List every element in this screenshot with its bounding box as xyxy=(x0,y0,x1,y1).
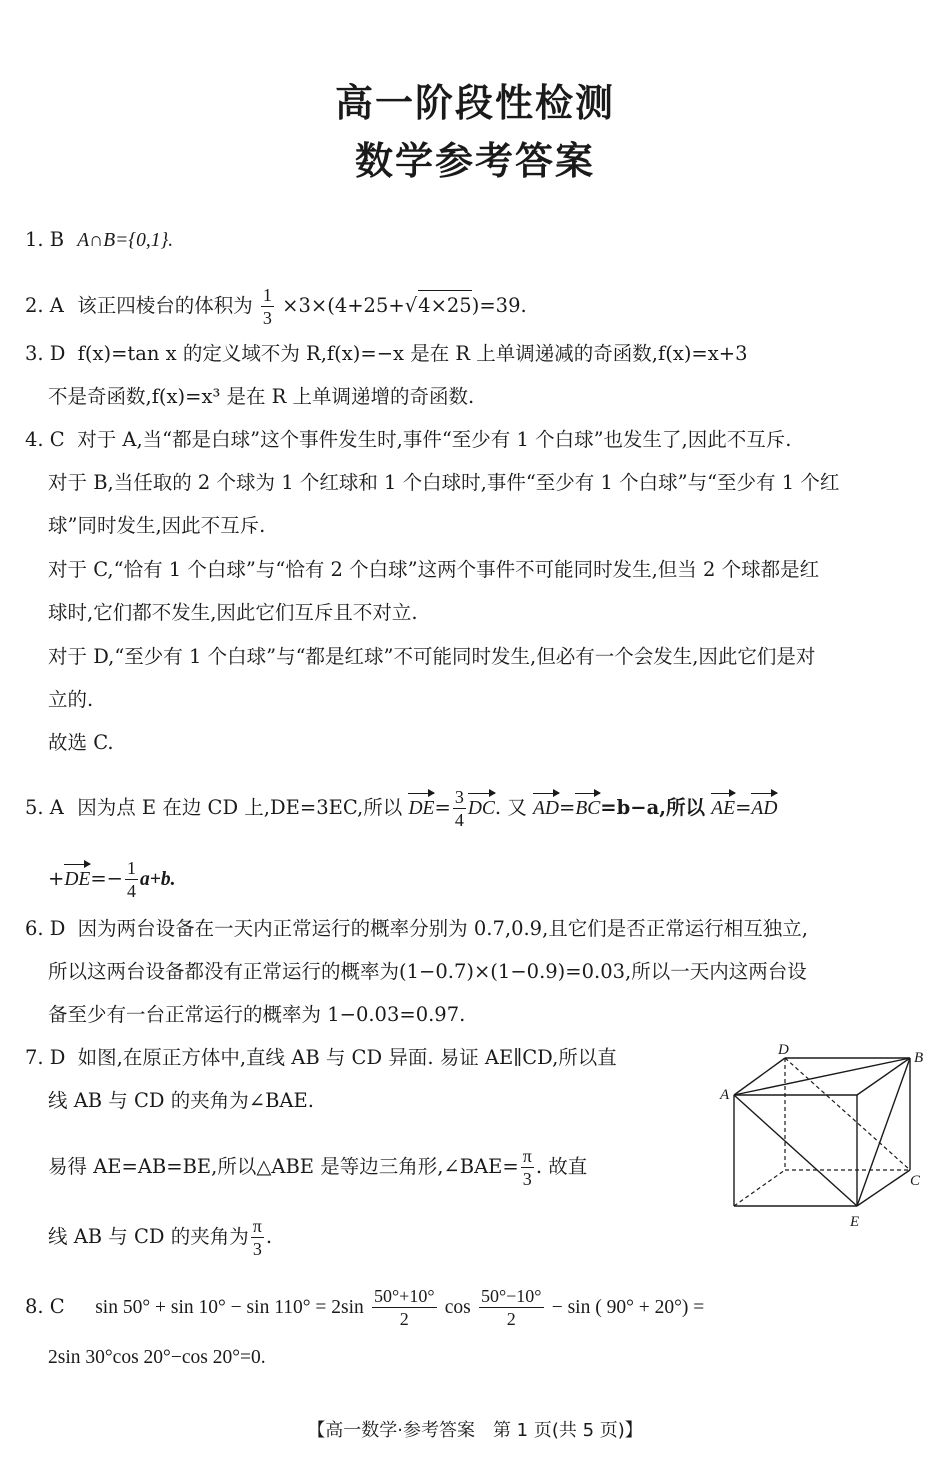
vector-dc: DC xyxy=(468,795,495,823)
answer-7-line-4: 线 AB 与 CD 的夹角为 $\frac{\pi}{3}$ . xyxy=(48,1216,273,1259)
answer-1-text: A∩B={0,1}. xyxy=(77,230,174,251)
figure-label-c: C xyxy=(910,1173,921,1189)
answer-2-mid: ×3×(4+25+ xyxy=(282,294,405,317)
vector-de-2: DE xyxy=(64,866,90,894)
answer-1-number: 1. B xyxy=(25,228,65,251)
answer-3-number: 3. D xyxy=(25,342,66,365)
answer-2: 2. A 该正四棱台的体积为 $\frac{1}{3}$ ×3×(4+25+√4×25)=39. xyxy=(25,285,527,328)
figure-label-e: E xyxy=(850,1214,860,1230)
vector-ae: AE xyxy=(711,795,735,823)
answer-5-line-2: +DE=− $\frac{1}{4}$ a+b. xyxy=(48,858,176,901)
page-title: 高一阶段性检测 xyxy=(334,81,615,125)
answer-4-line-4: 对于 C,“恰有 1 个白球”与“恰有 2 个白球”这两个事件不可能同时发生,但当 2 个球都是红 xyxy=(48,558,820,581)
answer-8-fraction-1: $\frac{50^\circ+10^\circ}{2}$ xyxy=(373,1286,435,1329)
answer-6-line-3: 备至少有一台正常运行的概率为 1−0.03=0.97. xyxy=(48,1003,466,1026)
answer-4-line-8: 故选 C. xyxy=(48,731,114,754)
cube-figure xyxy=(712,1040,932,1235)
answer-4-line-5: 球时,它们都不发生,因此它们互斥且不对立. xyxy=(48,601,418,624)
vector-ad-2: AD xyxy=(751,795,777,823)
vector-ad: AD xyxy=(533,795,559,823)
answer-5-number: 5. A xyxy=(25,796,64,819)
answer-5-line-1: 5. A 因为点 E 在边 CD 上,DE=3EC,所以 DE= $\frac{3}{4}$ DC. 又 AD=BC=b−a,所以 AE=AD xyxy=(25,787,778,830)
answer-8-number: 8. C xyxy=(25,1295,65,1318)
answer-2-number: 2. A xyxy=(25,294,64,317)
answer-1 xyxy=(25,226,173,255)
answer-8-fraction-2: $\frac{50^\circ-10^\circ}{2}$ xyxy=(480,1286,542,1329)
answer-4-line-3: 球”同时发生,因此不互斥. xyxy=(48,514,266,537)
answer-5-fraction-2: $\frac{1}{4}$ xyxy=(127,858,137,901)
answer-5-fraction: $\frac{3}{4}$ xyxy=(454,787,464,830)
figure-label-d: D xyxy=(778,1042,789,1058)
answer-7-line-2: 线 AB 与 CD 的夹角为∠BAE. xyxy=(48,1089,314,1112)
page-subtitle: 数学参考答案 xyxy=(354,139,595,183)
answer-4-line-1: 4. C 对于 A,当“都是白球”这个事件发生时,事件“至少有 1 个白球”也发生了,因此不互斥. xyxy=(25,426,791,454)
answer-7-fraction-2: $\frac{\pi}{3}$ xyxy=(252,1216,262,1259)
answer-7-fraction: $\frac{\pi}{3}$ xyxy=(522,1146,532,1189)
answer-3-line-1: 3. D f(x)=tan x 的定义域不为 R,f(x)=−x 是在 R 上单调递减的奇函数,f(x)=x+3 xyxy=(25,340,748,368)
vector-de: DE xyxy=(408,795,434,823)
answer-6-number: 6. D xyxy=(25,917,66,940)
answer-4-line-6: 对于 D,“至少有 1 个白球”与“都是红球”不可能同时发生,但必有一个会发生,因此它们是对 xyxy=(48,645,816,668)
answer-6-line-2: 所以这两台设备都没有正常运行的概率为(1−0.7)×(1−0.9)=0.03,所以一天内这两台设 xyxy=(48,960,807,983)
answer-3-line-2: 不是奇函数,f(x)=x³ 是在 R 上单调递增的奇函数. xyxy=(48,385,475,408)
answer-4-number: 4. C xyxy=(25,428,65,451)
answer-2-pre: 该正四棱台的体积为 xyxy=(77,294,253,317)
answer-2-post: )=39. xyxy=(471,294,527,317)
answer-4-line-7: 立的. xyxy=(48,688,94,711)
answer-7-line-3: 易得 AE=AB=BE,所以△ABE 是等边三角形,∠BAE= $\frac{\pi}{3}$ . 故直 xyxy=(48,1146,588,1189)
answer-7-line-1: 7. D 如图,在原正方体中,直线 AB 与 CD 异面. 易证 AE∥CD,所以直 xyxy=(25,1044,617,1072)
answer-2-fraction: $\frac{1}{3}$ xyxy=(262,285,272,328)
figure-label-b: B xyxy=(914,1050,924,1066)
page-footer: 【高一数学·参考答案 第 1 页(共 5 页)】 xyxy=(307,1420,643,1441)
answer-4-line-2: 对于 B,当任取的 2 个球为 1 个红球和 1 个白球时,事件“至少有 1 个白球”与“至少有 1 个红 xyxy=(48,471,840,494)
answer-8-line-1: 8. C sin 50° + sin 10° − sin 110° = 2sin $\frac{50^\circ+10^\circ}{2}$ cos $\frac{50^\circ-10^\circ}{2}$ − sin ( 90° + 20°) = xyxy=(25,1286,705,1329)
answer-8-line-2: 2sin 30°cos 20°−cos 20°=0. xyxy=(48,1347,266,1368)
answer-2-sqrt: 4×25 xyxy=(418,290,472,320)
vector-bc: BC xyxy=(575,795,600,823)
answer-6-line-1: 6. D 因为两台设备在一天内正常运行的概率分别为 0.7,0.9,且它们是否正常运行相互独立, xyxy=(25,915,808,943)
answer-7-number: 7. D xyxy=(25,1046,66,1069)
figure-label-a: A xyxy=(720,1087,730,1103)
